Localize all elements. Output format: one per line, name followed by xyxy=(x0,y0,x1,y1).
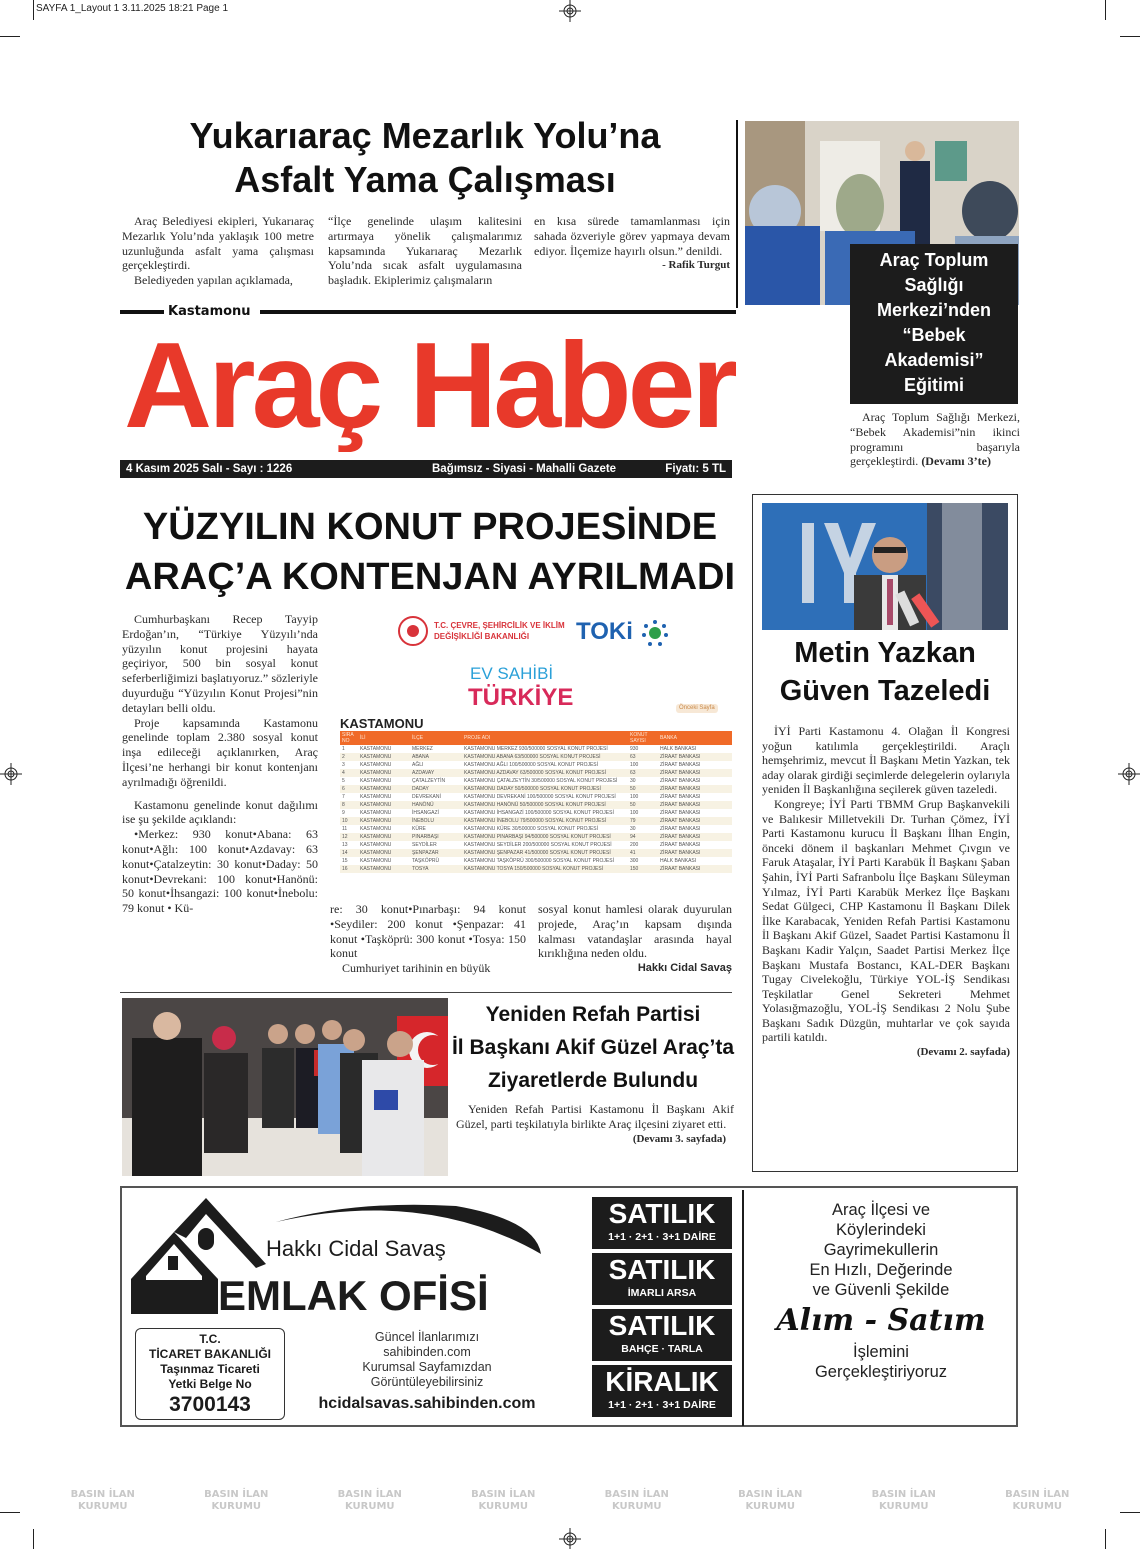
watermark-stamp xyxy=(738,1489,802,1515)
table-row xyxy=(340,841,732,849)
table-cell: KASTAMONU İHSANGAZİ 100/500000 SOSYAL KONUT PROJESİ xyxy=(464,810,614,816)
table-row xyxy=(340,785,732,793)
table-cell: ABANA xyxy=(410,753,462,761)
watermark-stamp xyxy=(471,1489,535,1515)
watermark-line: KURUMU xyxy=(1012,1501,1063,1512)
table-row xyxy=(340,777,732,785)
paragraph: Kongreye; İYİ Parti TBMM Grup Başkanvekili ve Balıkesir Milletvekili Dr. Turhan Çömez, İYİ Parti Kastamonu kurucu İl Başkanı İlhan Engin, önceki dönem il başkanları Mehmet Çıvgın ve Faruk Ataşalar, İYİ Parti Karabük İl Başkanı Şaban Şahin, İYİ Parti Safranbolu İlçe Başkanı Süleyman Yılmaz, İYİ Parti Karabük Merkez İlçe Başkanı Sedat Gülgeci, CHP Kastamonu İl Başkanı Dilek İlke Karabacak, Yeniden Refah Partisi Kastamonu İl Başkanı Akif Güzel, Saadet Partisi Kastamonu İl Başkanı Kadir Yalçın, Saadet Partisi Merkez İlçe Başkanı Mustafa Bostancı, KAL-DER Başkanı Tugay Civelekoğlu, Türkiye YOL-İŞ Sendikası Teşkilatlar Genel Sekreteri Mehmet Yolasığmazoğlu, YOL-İŞ Sendikası 2 Nolu Şube Başkanı Sadık Düzgün, muhtarlar ve çok sayıda partili katıldı. xyxy=(762,796,1010,1045)
pitch-line: ve Güvenli Şekilde xyxy=(812,1281,950,1299)
top-story-headline xyxy=(120,114,730,202)
paragraph: •Merkez: 930 konut•Abana: 63 konut•Ağlı: 100 konut•Azdavay: 63 konut•Çatalzeytin: 30 konut•Daday: 50 konut•Devrekani: 100 konut•Hanönü: 50 konut•İhsangazi: 100 konut•İnebolu: 79 konut • Kü- xyxy=(122,827,318,916)
table-cell: 63 xyxy=(628,753,658,761)
table-cell: HALK BANKASI xyxy=(660,746,697,752)
table-cell: 6 xyxy=(340,785,358,793)
table-cell: SEYDİLER xyxy=(412,842,437,848)
table-cell: KASTAMONU xyxy=(360,762,392,768)
crop-mark xyxy=(33,0,34,20)
table-cell: KASTAMONU xyxy=(358,785,410,793)
rule-bar xyxy=(120,310,164,314)
main-story-column-3 xyxy=(538,902,732,988)
headline-line: İl Başkanı Akif Güzel Araç’ta xyxy=(451,1036,735,1059)
table-title: KASTAMONU xyxy=(340,716,424,731)
watermark-line: BASIN İLAN xyxy=(604,1489,669,1500)
table-cell: 1 xyxy=(342,746,345,752)
table-cell: KASTAMONU HANÖNÜ 50/500000 SOSYAL KONUT PROJESİ xyxy=(462,801,628,809)
table-row xyxy=(340,753,732,761)
table-cell: DADAY xyxy=(410,785,462,793)
table-cell: KÜRE xyxy=(412,826,426,832)
table-cell: 50 xyxy=(628,801,658,809)
watermark-line: KURUMU xyxy=(611,1501,662,1512)
headline-line: Ziyaretlerde Bulundu xyxy=(487,1069,699,1092)
table-cell: KASTAMONU xyxy=(360,746,392,752)
table-row xyxy=(340,865,732,873)
paragraph: Araç Belediyesi ekipleri, Yukarıaraç Mezarlık Yolu’nda yaklaşık 100 metre uzunluğunda asfalt yama çalışması gerçekleştirdi. xyxy=(122,214,314,273)
paragraph: Cumhurbaşkanı Recep Tayyip Erdoğan’ın, “Türkiye Yüzyılı’nda yüzyılın konut projesini hayata geçiriyor, 500 bin sosyal konut seferberliğimizi başlatıyoruz.” sözleriyle duyurduğu “Yüzyılın Konut Projesi”nin detayları belli oldu. xyxy=(122,612,318,715)
paragraph: re: 30 konut•Pınarbaşı: 94 konut •Seydiler: 200 konut •Şenpazar: 41 konut •Taşköprü: 300 konut •Tosya: 150 konut xyxy=(330,902,526,961)
table-cell: 100 xyxy=(630,794,639,800)
table-cell: 9 xyxy=(342,810,345,816)
table-cell: AĞLI xyxy=(412,762,424,768)
table-cell: 14 xyxy=(340,849,358,857)
previous-page-tag[interactable]: Önceki Sayfa xyxy=(676,704,718,713)
tag-strip-divider xyxy=(742,1190,744,1426)
health-story-body xyxy=(850,410,1020,486)
yazkan-story-body xyxy=(762,724,1010,1166)
tag-title: SATILIK xyxy=(608,1310,716,1341)
license-number: 3700143 xyxy=(169,1393,251,1416)
watermark-line: KURUMU xyxy=(77,1501,128,1512)
table-cell: TOSYA xyxy=(410,865,462,873)
table-cell: KASTAMONU xyxy=(358,801,410,809)
watermark-stamp xyxy=(605,1489,669,1515)
refah-story-body xyxy=(456,1102,734,1178)
table-cell: 50 xyxy=(628,785,658,793)
pitch-line: Köylerindeki xyxy=(836,1221,926,1239)
paragraph: sosyal konut hamlesi olarak duyurulan projede, Araç’ın kapsam dışında kalması vatandaşlar arasında hayal kırıklığına neden oldu. xyxy=(538,902,732,961)
watermark-stamp xyxy=(872,1489,936,1515)
tag-kiralik-daire[interactable] xyxy=(592,1365,732,1417)
table-cell: ÇATALZEYTİN xyxy=(412,778,446,784)
table-cell: TAŞKÖPRÜ xyxy=(412,858,440,864)
paragraph: en kısa sürede tamamlanması için sahada özveriyle görev yapmaya devam ediyor. İlçemize hayırlı olsun.” denildi. xyxy=(534,214,730,258)
table-cell: 41 xyxy=(628,849,658,857)
table-cell: AZDAVAY xyxy=(410,769,462,777)
listing-line: Kurumsal Sayfamızdan xyxy=(362,1360,492,1374)
advert-pitch xyxy=(752,1200,1010,1382)
tag-title: KİRALIK xyxy=(605,1366,719,1397)
table-cell: ZİRAAT BANKASI xyxy=(658,849,732,857)
tag-satilik-arsa[interactable] xyxy=(592,1253,732,1305)
table-cell: KASTAMONU AĞLI 100/500000 SOSYAL KONUT PROJESİ xyxy=(464,762,599,768)
table-cell: KASTAMONU xyxy=(360,842,392,848)
table-cell: ZİRAAT BANKASI xyxy=(660,810,701,816)
table-cell: KASTAMONU xyxy=(358,865,410,873)
table-cell: 16 xyxy=(340,865,358,873)
table-cell: 63 xyxy=(628,769,658,777)
table-cell: HALK BANKASI xyxy=(660,858,697,864)
closing-line: İşlemini xyxy=(853,1343,909,1361)
continued-link[interactable]: (Devamı 3. sayfada) xyxy=(632,1132,726,1145)
photo-group-image xyxy=(122,998,448,1176)
table-cell: KASTAMONU xyxy=(358,833,410,841)
main-story-headline xyxy=(120,502,740,602)
main-story-column-1 xyxy=(122,612,318,984)
table-cell: 94 xyxy=(628,833,658,841)
paragraph: “İlçe genelinde ulaşım kalitesini artırmaya yönelik çalışmalarımız kapsamında Yukarıaraç Mezarlık Yolu’nda sıcak asfalt uygulamasına başladık. Ekiplerimiz çalışmaların xyxy=(328,214,522,288)
table-cell: 930 xyxy=(630,746,639,752)
table-cell: 200 xyxy=(630,842,639,848)
paragraph: Cumhuriyet tarihinin en büyük xyxy=(342,961,491,976)
table-cell: KASTAMONU DADAY 50/500000 SOSYAL KONUT PROJESİ xyxy=(462,785,628,793)
watermark-line: BASIN İLAN xyxy=(1005,1489,1070,1500)
table-cell: KASTAMONU ABANA 63/500000 SOSYAL KONUT PROJESİ xyxy=(462,753,628,761)
table-header-cell: PROJE ADI xyxy=(462,731,628,745)
yazkan-headline xyxy=(752,634,1018,710)
ministry-emblem-icon xyxy=(398,616,428,646)
ministry-name: T.C. ÇEVRE, ŞEHİRCİLİK VE İKLİM DEĞİŞİKLİĞİ BAKANLIĞI xyxy=(434,621,565,641)
headline-line: Asfalt Yama Çalışması xyxy=(234,159,616,200)
listing-info xyxy=(302,1330,552,1390)
table-cell: KASTAMONU xyxy=(360,794,392,800)
table-cell: 15 xyxy=(342,858,348,864)
watermark-line: KURUMU xyxy=(878,1501,929,1512)
headline-line: Yukarıaraç Mezarlık Yolu’na xyxy=(189,115,661,156)
table-cell: 100 xyxy=(630,810,639,816)
watermark-line: BASIN İLAN xyxy=(70,1489,135,1500)
paragraph: Proje kapsamında Kastamonu genelinde toplam 2.380 sosyal konut inşa edileceği açıklanırken, Araç İlçesi’ne herhangi bir konut kontenjanı ayrılmadığı öğrenildi. xyxy=(122,715,318,789)
script-line: Alım - Satım xyxy=(776,1303,986,1338)
table-cell: 11 xyxy=(342,826,348,832)
table-cell: KASTAMONU xyxy=(358,753,410,761)
table-cell: MERKEZ xyxy=(412,746,433,752)
campaign-line-1: EV SAHİBİ xyxy=(470,664,554,683)
headline-line: ARAÇ’A KONTENJAN AYRILMADI xyxy=(124,556,736,598)
table-row xyxy=(340,745,732,753)
watermark-line: KURUMU xyxy=(211,1501,262,1512)
table-cell: İNEBOLU xyxy=(410,817,462,825)
paragraph: Kastamonu genelinde konut dağılımı ise şu şekilde açıklandı: xyxy=(122,797,318,827)
emblem-core xyxy=(407,625,419,637)
table-row xyxy=(340,809,732,817)
table-cell: ZİRAAT BANKASI xyxy=(658,785,732,793)
yazkan-photo[interactable] xyxy=(762,503,1008,630)
paragraph: İYİ Parti Kastamonu 4. Olağan İl Kongresi yoğun katılımla gerçekleştirildi. Araçlı hemşehrimiz, mevcut İl Başkanı Metin Yazkan, tek aday olarak girdiği seçimlerde delegelerin oylarıyla yeniden İl Başkanlığına seçilerek güven tazeledi. xyxy=(762,724,1010,797)
license-line: Taşınmaz Ticareti xyxy=(160,1362,260,1376)
table-cell: KASTAMONU PINARBAŞI 94/500000 SOSYAL KONUT PROJESİ xyxy=(462,833,628,841)
pitch-line: En Hızlı, Değerinde xyxy=(809,1261,953,1279)
byline: Hakkı Cidal Savaş xyxy=(637,962,732,975)
table-row xyxy=(340,761,732,769)
table-header-cell: KONUT SAYISI xyxy=(628,731,658,745)
konut-table xyxy=(340,731,732,873)
print-slug: SAYFA 1_Layout 1 3.11.2025 18:21 Page 1 xyxy=(36,3,229,14)
table-row xyxy=(340,825,732,833)
table-cell: ZİRAAT BANKASI xyxy=(658,817,732,825)
table-cell: KASTAMONU xyxy=(360,810,392,816)
table-cell: KASTAMONU xyxy=(358,849,410,857)
crop-mark xyxy=(1105,1529,1106,1549)
table-cell: 100 xyxy=(630,762,639,768)
table-header-cell: SIRA NO xyxy=(340,731,358,745)
paragraph: Belediyeden yapılan açıklamada, xyxy=(134,273,293,288)
watermark-strip xyxy=(36,1489,1104,1515)
crop-mark xyxy=(1120,1512,1140,1513)
toki-tree-icon xyxy=(640,618,670,648)
table-cell: KASTAMONU AZDAVAY 63/500000 SOSYAL KONUT PROJESİ xyxy=(462,769,628,777)
watermark-line: KURUMU xyxy=(478,1501,529,1512)
table-cell: ZİRAAT BANKASI xyxy=(660,842,701,848)
table-cell: 79 xyxy=(628,817,658,825)
tag-subtitle: 1+1 · 2+1 · 3+1 DAİRE xyxy=(608,1399,716,1411)
table-cell: KASTAMONU xyxy=(360,858,392,864)
registration-mark-icon xyxy=(1118,763,1140,785)
table-cell: PINARBAŞI xyxy=(410,833,462,841)
watermark-line: KURUMU xyxy=(344,1501,395,1512)
registration-mark-icon xyxy=(0,763,22,785)
watermark-stamp xyxy=(1005,1489,1069,1515)
table-cell: KASTAMONU ÇATALZEYTİN 30/500000 SOSYAL KONUT PROJESİ xyxy=(464,778,618,784)
table-cell: HANÖNÜ xyxy=(410,801,462,809)
crop-mark xyxy=(1120,36,1140,37)
konut-table-graphic xyxy=(340,716,732,873)
watermark-line: BASIN İLAN xyxy=(204,1489,269,1500)
table-cell: 30 xyxy=(630,826,636,832)
tag-title: SATILIK xyxy=(608,1254,716,1285)
table-cell: KASTAMONU ŞENPAZAR 41/500000 SOSYAL KONUT PROJESİ xyxy=(462,849,628,857)
refah-headline xyxy=(450,998,736,1097)
table-row xyxy=(340,833,732,841)
registration-mark-icon xyxy=(559,0,581,22)
license-line: T.C. xyxy=(199,1332,221,1346)
table-cell: ŞENPAZAR xyxy=(410,849,462,857)
dateline-bar xyxy=(120,460,732,478)
table-cell: ZİRAAT BANKASI xyxy=(658,801,732,809)
paragraph: Araç Toplum Sağlığı Merkezi, “Bebek Akademisi”nin ikinci programını başarıyla gerçekleştirdi. xyxy=(850,410,1020,469)
toki-logo: TOKi xyxy=(576,618,633,645)
table-cell: KASTAMONU İNEBOLU 79/500000 SOSYAL KONUT PROJESİ xyxy=(462,817,628,825)
headline-line: Yeniden Refah Partisi xyxy=(485,1003,701,1026)
table-cell: 10 xyxy=(340,817,358,825)
table-cell: ZİRAAT BANKASI xyxy=(658,753,732,761)
table-cell: KASTAMONU MERKEZ 930/500000 SOSYAL KONUT PROJESİ xyxy=(464,746,608,752)
date-issue: 4 Kasım 2025 Salı - Sayı : 1226 xyxy=(126,463,293,475)
campaign-line-2: TÜRKİYE xyxy=(468,684,574,711)
table-cell: KASTAMONU KÜRE 30/500000 SOSYAL KONUT PROJESİ xyxy=(464,826,599,832)
table-cell: KASTAMONU DEVREKANİ 100/500000 SOSYAL KONUT PROJESİ xyxy=(464,794,616,800)
continued-link[interactable]: (Devamı 2. sayfada) xyxy=(916,1046,1010,1059)
listing-line: sahibinden.com xyxy=(383,1345,471,1359)
health-story-title[interactable]: Araç Toplum Sağlığı Merkezi’nden “Bebek Akademisi” Eğitimi xyxy=(850,244,1018,404)
table-row xyxy=(340,793,732,801)
tagline: Bağımsız - Siyasi - Mahalli Gazete xyxy=(432,463,617,475)
watermark-line: BASIN İLAN xyxy=(337,1489,402,1500)
table-cell: 3 xyxy=(342,762,345,768)
main-story-column-2 xyxy=(330,902,526,988)
top-story-column-2 xyxy=(328,214,522,304)
listing-line: Güncel İlanlarımızı xyxy=(374,1330,480,1344)
table-cell: 5 xyxy=(342,778,345,784)
table-cell: 300 xyxy=(630,858,639,864)
table-row xyxy=(340,817,732,825)
table-cell: 4 xyxy=(340,769,358,777)
license-line: TİCARET BAKANLIĞI xyxy=(149,1347,271,1361)
table-cell: 7 xyxy=(342,794,345,800)
table-cell: KASTAMONU TAŞKÖPRÜ 300/500000 SOSYAL KONUT PROJESİ xyxy=(464,858,614,864)
table-cell: KASTAMONU TOSYA 150/500000 SOSYAL KONUT PROJESİ xyxy=(462,865,628,873)
table-cell: ZİRAAT BANKASI xyxy=(660,794,701,800)
tag-subtitle: BAHÇE · TARLA xyxy=(621,1343,703,1355)
table-cell: 150 xyxy=(628,865,658,873)
table-cell: ZİRAAT BANKASI xyxy=(658,769,732,777)
top-story-column-3 xyxy=(534,214,730,304)
table-cell: 8 xyxy=(340,801,358,809)
table-cell: KASTAMONU xyxy=(358,817,410,825)
tag-subtitle: İMARLI ARSA xyxy=(627,1287,697,1299)
listing-line: Görüntüleyebilirsiniz xyxy=(370,1375,484,1389)
column-divider xyxy=(736,120,738,308)
license-box xyxy=(135,1328,285,1420)
pitch-line: Araç İlçesi ve xyxy=(831,1201,931,1219)
table-header-row xyxy=(340,731,732,745)
pitch-line: Gayrimekullerin xyxy=(823,1241,939,1259)
watermark-line: BASIN İLAN xyxy=(471,1489,536,1500)
table-cell: 12 xyxy=(340,833,358,841)
table-cell: ZİRAAT BANKASI xyxy=(658,865,732,873)
table-header-cell: İLİ xyxy=(358,731,410,745)
table-cell: DEVREKANİ xyxy=(412,794,441,800)
table-cell: KASTAMONU xyxy=(360,826,392,832)
table-body xyxy=(340,745,732,873)
watermark-line: BASIN İLAN xyxy=(871,1489,936,1500)
watermark-line: BASIN İLAN xyxy=(738,1489,803,1500)
table-header-cell: BANKA xyxy=(658,731,732,745)
crop-mark xyxy=(0,36,20,37)
continued-link[interactable]: (Devamı 3’te) xyxy=(921,454,991,469)
top-story-column-1 xyxy=(122,214,314,304)
table-cell: ZİRAAT BANKASI xyxy=(660,826,701,832)
closing-line: Gerçekleştiriyoruz xyxy=(814,1363,948,1381)
table-cell: 13 xyxy=(342,842,348,848)
headline-line: YÜZYILIN KONUT PROJESİNDE xyxy=(142,506,718,548)
crop-mark xyxy=(0,1512,20,1513)
table-cell: ZİRAAT BANKASI xyxy=(658,833,732,841)
table-cell: KASTAMONU xyxy=(360,778,392,784)
watermark-stamp xyxy=(338,1489,402,1515)
refah-photo[interactable] xyxy=(122,998,448,1176)
masthead-title[interactable]: Araç Haber xyxy=(124,318,735,452)
byline: - Rafik Turgut xyxy=(662,259,730,272)
advert-office: EMLAK OFİSİ xyxy=(218,1272,489,1319)
license-line: Yetki Belge No xyxy=(168,1377,252,1391)
section-rule xyxy=(120,992,732,993)
rule-bar xyxy=(260,310,736,314)
headline-line: Güven Tazeledi xyxy=(779,675,991,707)
crop-mark xyxy=(1105,0,1106,20)
region-label: Kastamonu xyxy=(168,304,251,319)
table-cell: KASTAMONU xyxy=(358,769,410,777)
table-cell: ZİRAAT BANKASI xyxy=(660,778,701,784)
table-row xyxy=(340,857,732,865)
price: Fiyatı: 5 TL xyxy=(665,463,726,475)
watermark-stamp xyxy=(204,1489,268,1515)
paragraph: Yeniden Refah Partisi Kastamonu İl Başkanı Akif Güzel, parti teşkilatıyla birlikte Araç ilçesini ziyaret etti. xyxy=(456,1102,734,1131)
table-cell: 30 xyxy=(630,778,636,784)
table-header-cell: İLÇE xyxy=(410,731,462,745)
headline-line: Metin Yazkan xyxy=(794,637,976,669)
table-cell: ZİRAAT BANKASI xyxy=(660,762,701,768)
tag-title: SATILIK xyxy=(608,1198,716,1229)
tag-satilik-tarla[interactable] xyxy=(592,1309,732,1361)
advert-website[interactable]: hcidalsavas.sahibinden.com xyxy=(318,1395,536,1412)
table-row xyxy=(340,849,732,857)
photo-speaker-image xyxy=(762,503,1008,630)
table-row xyxy=(340,769,732,777)
table-cell: KASTAMONU SEYDİLER 200/500000 SOSYAL KONUT PROJESİ xyxy=(464,842,612,848)
advert-owner: Hakkı Cidal Savaş xyxy=(266,1236,446,1261)
tag-satilik-daire[interactable] xyxy=(592,1197,732,1249)
watermark-stamp xyxy=(71,1489,135,1515)
crop-mark xyxy=(33,1529,34,1549)
registration-mark-icon xyxy=(559,1528,581,1549)
table-row xyxy=(340,801,732,809)
tag-subtitle: 1+1 · 2+1 · 3+1 DAİRE xyxy=(608,1231,716,1243)
table-cell: İHSANGAZİ xyxy=(412,810,439,816)
watermark-line: KURUMU xyxy=(745,1501,796,1512)
table-cell: 2 xyxy=(340,753,358,761)
